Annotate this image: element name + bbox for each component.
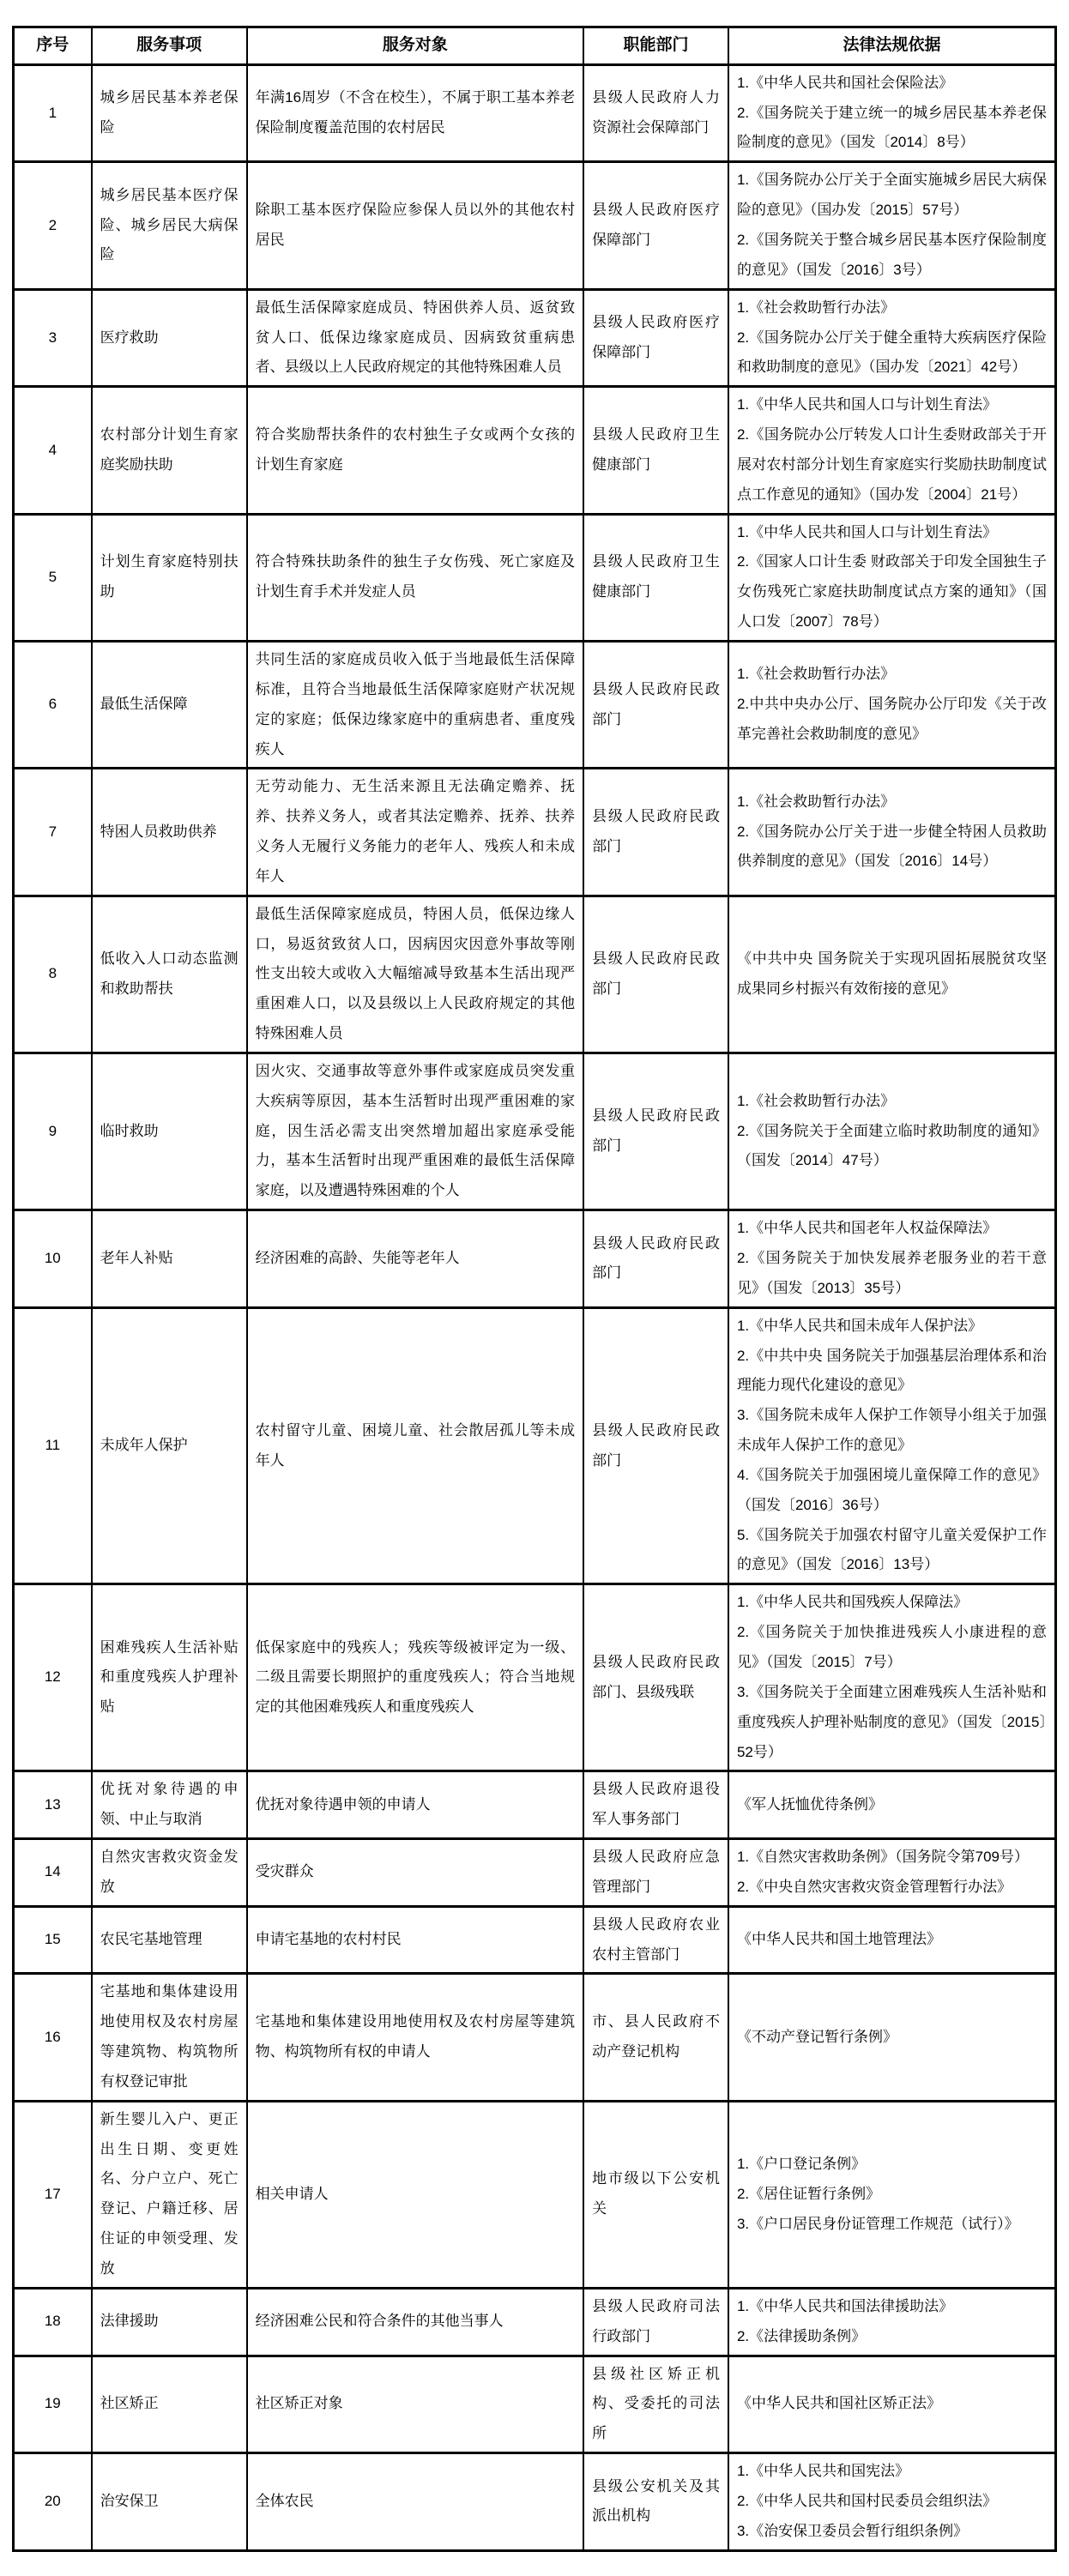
cell-department: 地市级以下公安机关: [583, 2101, 728, 2288]
legal-basis-item: 1.《中华人民共和国人口与计划生育法》: [736, 396, 998, 413]
cell-serial-no: 1: [14, 64, 92, 162]
legal-basis-item: 1.《社会救助暂行办法》: [736, 1092, 896, 1109]
cell-serial-no: 13: [14, 1771, 92, 1839]
column-header-service-item: 服务事项: [92, 27, 247, 65]
cell-service-target: 全体农民: [247, 2453, 583, 2551]
cell-service-target: 相关申请人: [247, 2101, 583, 2288]
table-row: [14, 896, 1056, 1053]
cell-service-item: 治安保卫: [92, 2453, 247, 2551]
cell-department: 县级人民政府应急管理部门: [583, 1839, 728, 1907]
legal-basis-item: 2.《国务院办公厅关于健全重特大疾病医疗保险和救助制度的意见》（国办发〔2021〕42号）: [736, 329, 1047, 376]
cell-department: 县级人民政府民政部门: [583, 1307, 728, 1584]
legal-basis-item: 《中华人民共和国土地管理法》: [736, 1931, 941, 1948]
cell-serial-no: 3: [14, 289, 92, 387]
cell-serial-no: 19: [14, 2356, 92, 2453]
cell-service-target: 最低生活保障家庭成员、特困供养人员、返贫致贫人口、低保边缘家庭成员、因病致贫重病患者、县级以上人民政府规定的其他特殊困难人员: [247, 289, 583, 387]
column-header-legal-basis: 法律法规依据: [728, 27, 1056, 65]
cell-legal-basis: [728, 514, 1056, 641]
cell-department: 县级人民政府民政部门: [583, 769, 728, 896]
legal-basis-item: 2.《国务院关于全面建立临时救助制度的通知》（国发〔2014〕47号）: [736, 1122, 1047, 1169]
cell-legal-basis: [728, 1906, 1056, 1974]
legal-basis-item: 1.《中华人民共和国残疾人保障法》: [736, 1594, 969, 1611]
legal-basis-item: 《不动产登记暂行条例》: [736, 2028, 897, 2045]
legal-basis-item: 1.《社会救助暂行办法》: [736, 793, 896, 810]
legal-basis-item: 3.《国务院未成年人保护工作领导小组关于加强未成年人保护工作的意见》: [736, 1407, 1047, 1454]
legal-basis-item: 1.《户口登记条例》: [736, 2156, 867, 2173]
table-row: [14, 1210, 1056, 1308]
legal-basis-item: 2.《国务院关于整合城乡居民基本医疗保险制度的意见》（国发〔2016〕3号）: [736, 232, 1047, 278]
cell-service-item: 未成年人保护: [92, 1307, 247, 1584]
cell-serial-no: 18: [14, 2288, 92, 2356]
cell-serial-no: 9: [14, 1053, 92, 1210]
cell-service-target: 无劳动能力、无生活来源且无法确定赡养、抚养、扶养义务人，或者其法定赡养、抚养、扶养义务人无履行义务能力的老年人、残疾人和未成年人: [247, 769, 583, 896]
table-row: [14, 514, 1056, 641]
cell-legal-basis: [728, 1974, 1056, 2101]
legal-basis-item: 1.《中华人民共和国人口与计划生育法》: [736, 523, 998, 540]
column-header-service-target: 服务对象: [247, 27, 583, 65]
cell-department: 县级人民政府民政部门、县级残联: [583, 1584, 728, 1771]
cell-service-target: 社区矫正对象: [247, 2356, 583, 2453]
cell-service-item: 医疗救助: [92, 289, 247, 387]
cell-legal-basis: [728, 1839, 1056, 1907]
legal-basis-item: 1.《自然灾害救助条例》（国务院令第709号）: [736, 1849, 1030, 1866]
legal-basis-item: 《军人抚恤优待条例》: [736, 1795, 883, 1813]
cell-service-target: 因火灾、交通事故等意外事件或家庭成员突发重大疾病等原因，基本生活暂时出现严重困难的家庭，因生活必需支出突然增加超出家庭承受能力，基本生活暂时出现严重困难的最低生活保障家庭，以及遭遇特殊困难的个人: [247, 1053, 583, 1210]
cell-serial-no: 12: [14, 1584, 92, 1771]
cell-department: 县级人民政府民政部门: [583, 1053, 728, 1210]
legal-basis-item: 1.《中华人民共和国法律援助法》: [736, 2297, 954, 2314]
table-header: [14, 27, 1056, 65]
cell-serial-no: 8: [14, 896, 92, 1053]
table-row: [14, 387, 1056, 514]
cell-service-target: 申请宅基地的农村村民: [247, 1906, 583, 1974]
cell-service-item: 困难残疾人生活补贴和重度残疾人护理补贴: [92, 1584, 247, 1771]
column-header-department: 职能部门: [583, 27, 728, 65]
cell-serial-no: 15: [14, 1906, 92, 1974]
cell-serial-no: 11: [14, 1307, 92, 1584]
cell-serial-no: 7: [14, 769, 92, 896]
cell-service-target: 优抚对象待遇申领的申请人: [247, 1771, 583, 1839]
table-row: [14, 64, 1056, 162]
table-row: [14, 641, 1056, 768]
cell-service-target: 经济困难的高龄、失能等老年人: [247, 1210, 583, 1308]
table-body: [14, 64, 1056, 2550]
cell-service-item: 低收入人口动态监测和救助帮扶: [92, 896, 247, 1053]
table-row: [14, 769, 1056, 896]
cell-serial-no: 4: [14, 387, 92, 514]
cell-legal-basis: [728, 2288, 1056, 2356]
cell-service-target: 符合特殊扶助条件的独生子女伤残、死亡家庭及计划生育手术并发症人员: [247, 514, 583, 641]
table-row: [14, 1053, 1056, 1210]
cell-department: 县级人民政府人力资源社会保障部门: [583, 64, 728, 162]
cell-service-target: 宅基地和集体建设用地使用权及农村房屋等建筑物、构筑物所有权的申请人: [247, 1974, 583, 2101]
cell-service-item: 城乡居民基本医疗保险、城乡居民大病保险: [92, 162, 247, 289]
cell-serial-no: 6: [14, 641, 92, 768]
cell-legal-basis: [728, 1210, 1056, 1308]
cell-serial-no: 16: [14, 1974, 92, 2101]
legal-basis-item: 2.《国务院关于加快推进残疾人小康进程的意见》（国发〔2015〕7号）: [736, 1624, 1047, 1670]
cell-legal-basis: [728, 2356, 1056, 2453]
legal-basis-item: 2.《国务院关于建立统一的城乡居民基本养老保险制度的意见》（国发〔2014〕8号）: [736, 104, 1047, 151]
cell-service-item: 优抚对象待遇的申领、中止与取消: [92, 1771, 247, 1839]
table-row: [14, 1839, 1056, 1907]
header-row: [14, 27, 1056, 65]
legal-basis-item: 2.《国务院关于加快发展养老服务业的若干意见》（国发〔2013〕35号）: [736, 1250, 1047, 1296]
cell-service-item: 计划生育家庭特别扶助: [92, 514, 247, 641]
legal-basis-item: 《中共中央 国务院关于实现巩固拓展脱贫攻坚成果同乡村振兴有效衔接的意见》: [736, 950, 1047, 997]
cell-service-target: 经济困难公民和符合条件的其他当事人: [247, 2288, 583, 2356]
cell-serial-no: 5: [14, 514, 92, 641]
cell-service-target: 农村留守儿童、困境儿童、社会散居孤儿等未成年人: [247, 1307, 583, 1584]
legal-basis-item: 3.《国务院关于全面建立困难残疾人生活补贴和重度残疾人护理补贴制度的意见》（国发〔2015〕52号）: [736, 1683, 1047, 1760]
legal-basis-item: 4.《国务院关于加强困境儿童保障工作的意见》（国发〔2016〕36号）: [736, 1466, 1047, 1513]
cell-service-item: 社区矫正: [92, 2356, 247, 2453]
cell-department: 县级公安机关及其派出机构: [583, 2453, 728, 2551]
legal-basis-item: 2.《中央自然灾害救灾资金管理暂行办法》: [736, 1878, 1012, 1895]
cell-department: 县级人民政府民政部门: [583, 896, 728, 1053]
cell-service-target: 受灾群众: [247, 1839, 583, 1907]
cell-service-item: 临时救助: [92, 1053, 247, 1210]
cell-department: 县级人民政府卫生健康部门: [583, 514, 728, 641]
table-row: [14, 1307, 1056, 1584]
cell-department: 县级人民政府退役军人事务部门: [583, 1771, 728, 1839]
cell-service-item: 最低生活保障: [92, 641, 247, 768]
cell-service-item: 自然灾害救灾资金发放: [92, 1839, 247, 1907]
cell-service-target: 除职工基本医疗保险应参保人员以外的其他农村居民: [247, 162, 583, 289]
cell-legal-basis: [728, 769, 1056, 896]
legal-basis-item: 3.《治安保卫委员会暂行组织条例》: [736, 2522, 969, 2539]
rural-service-matters-table: [12, 26, 1057, 2552]
legal-basis-item: 1.《中华人民共和国社会保险法》: [736, 74, 954, 91]
cell-service-target: 低保家庭中的残疾人；残疾等级被评定为一级、二级且需要长期照护的重度残疾人；符合当地规定的其他困难残疾人和重度残疾人: [247, 1584, 583, 1771]
legal-basis-item: 1.《社会救助暂行办法》: [736, 299, 896, 316]
legal-basis-item: 2.《国务院办公厅转发人口计生委财政部关于开展对农村部分计划生育家庭实行奖励扶助制度试点工作意见的通知》（国办发〔2004〕21号）: [736, 426, 1047, 503]
cell-service-target: 符合奖励帮扶条件的农村独生子女或两个女孩的计划生育家庭: [247, 387, 583, 514]
cell-department: 县级人民政府医疗保障部门: [583, 289, 728, 387]
table-row: [14, 162, 1056, 289]
cell-legal-basis: [728, 1584, 1056, 1771]
legal-basis-item: 2.《居住证暂行条例》: [736, 2185, 881, 2202]
table-row: [14, 1906, 1056, 1974]
legal-basis-item: 1.《中华人民共和国老年人权益保障法》: [736, 1220, 998, 1237]
legal-basis-item: 2.《中共中央 国务院关于加强基层治理体系和治理能力现代化建设的意见》: [736, 1347, 1047, 1394]
cell-legal-basis: [728, 896, 1056, 1053]
cell-legal-basis: [728, 1307, 1056, 1584]
legal-basis-item: 2.《国家人口计生委 财政部关于印发全国独生子女伤残死亡家庭扶助制度试点方案的通知》（国人口发〔2007〕78号）: [736, 553, 1047, 630]
legal-basis-item: 5.《国务院关于加强农村留守儿童关爱保护工作的意见》（国发〔2016〕13号）: [736, 1526, 1047, 1573]
legal-basis-item: 2.《中华人民共和国村民委员会组织法》: [736, 2492, 998, 2509]
cell-service-item: 老年人补贴: [92, 1210, 247, 1308]
legal-basis-item: 1.《国务院办公厅关于全面实施城乡居民大病保险的意见》（国办发〔2015〕57号）: [736, 172, 1047, 219]
cell-department: 市、县人民政府不动产登记机构: [583, 1974, 728, 2101]
cell-department: 县级人民政府医疗保障部门: [583, 162, 728, 289]
cell-department: 县级人民政府民政部门: [583, 641, 728, 768]
cell-service-item: 宅基地和集体建设用地使用权及农村房屋等建筑物、构筑物所有权登记审批: [92, 1974, 247, 2101]
cell-legal-basis: [728, 2101, 1056, 2288]
cell-service-target: 年满16周岁（不含在校生），不属于职工基本养老保险制度覆盖范围的农村居民: [247, 64, 583, 162]
legal-basis-item: 2.《国务院办公厅关于进一步健全特困人员救助供养制度的意见》（国发〔2016〕14号）: [736, 823, 1047, 870]
cell-legal-basis: [728, 2453, 1056, 2551]
legal-basis-item: 1.《中华人民共和国未成年人保护法》: [736, 1317, 983, 1334]
table-row: [14, 1584, 1056, 1771]
column-header-serial-no: 序号: [14, 27, 92, 65]
cell-legal-basis: [728, 64, 1056, 162]
legal-basis-item: 1.《社会救助暂行办法》: [736, 666, 896, 683]
cell-serial-no: 10: [14, 1210, 92, 1308]
cell-serial-no: 2: [14, 162, 92, 289]
table-row: [14, 1771, 1056, 1839]
cell-service-item: 农民宅基地管理: [92, 1906, 247, 1974]
legal-basis-item: 2.《法律援助条例》: [736, 2327, 867, 2344]
cell-legal-basis: [728, 387, 1056, 514]
cell-service-item: 城乡居民基本养老保险: [92, 64, 247, 162]
table-row: [14, 2288, 1056, 2356]
cell-service-item: 新生婴儿入户、更正出生日期、变更姓名、分户立户、死亡登记、户籍迁移、居住证的申领受理、发放: [92, 2101, 247, 2288]
cell-legal-basis: [728, 162, 1056, 289]
cell-legal-basis: [728, 289, 1056, 387]
table-row: [14, 2356, 1056, 2453]
legal-basis-item: 2.中共中央办公厅、国务院办公厅印发《关于改革完善社会救助制度的意见》: [736, 696, 1047, 743]
table-row: [14, 1974, 1056, 2101]
cell-department: 县级人民政府农业农村主管部门: [583, 1906, 728, 1974]
cell-service-item: 农村部分计划生育家庭奖励扶助: [92, 387, 247, 514]
legal-basis-item: 1.《中华人民共和国宪法》: [736, 2463, 910, 2480]
table-row: [14, 2101, 1056, 2288]
cell-department: 县级人民政府卫生健康部门: [583, 387, 728, 514]
cell-legal-basis: [728, 1053, 1056, 1210]
cell-service-item: 法律援助: [92, 2288, 247, 2356]
cell-serial-no: 20: [14, 2453, 92, 2551]
cell-service-target: 最低生活保障家庭成员，特困人员，低保边缘人口，易返贫致贫人口，因病因灾因意外事故等刚性支出较大或收入大幅缩减导致基本生活出现严重困难人口，以及县级以上人民政府规定的其他特殊困难人员: [247, 896, 583, 1053]
cell-department: 县级人民政府司法行政部门: [583, 2288, 728, 2356]
table-row: [14, 289, 1056, 387]
legal-basis-item: 3.《户口居民身份证管理工作规范（试行）》: [736, 2215, 1019, 2232]
table-row: [14, 2453, 1056, 2551]
cell-serial-no: 17: [14, 2101, 92, 2288]
cell-legal-basis: [728, 641, 1056, 768]
cell-department: 县级社区矫正机构、受委托的司法所: [583, 2356, 728, 2453]
cell-service-target: 共同生活的家庭成员收入低于当地最低生活保障标准，且符合当地最低生活保障家庭财产状况规定的家庭；低保边缘家庭中的重病患者、重度残疾人: [247, 641, 583, 768]
cell-department: 县级人民政府民政部门: [583, 1210, 728, 1308]
cell-legal-basis: [728, 1771, 1056, 1839]
legal-basis-item: 《中华人民共和国社区矫正法》: [736, 2395, 941, 2412]
cell-serial-no: 14: [14, 1839, 92, 1907]
cell-service-item: 特困人员救助供养: [92, 769, 247, 896]
